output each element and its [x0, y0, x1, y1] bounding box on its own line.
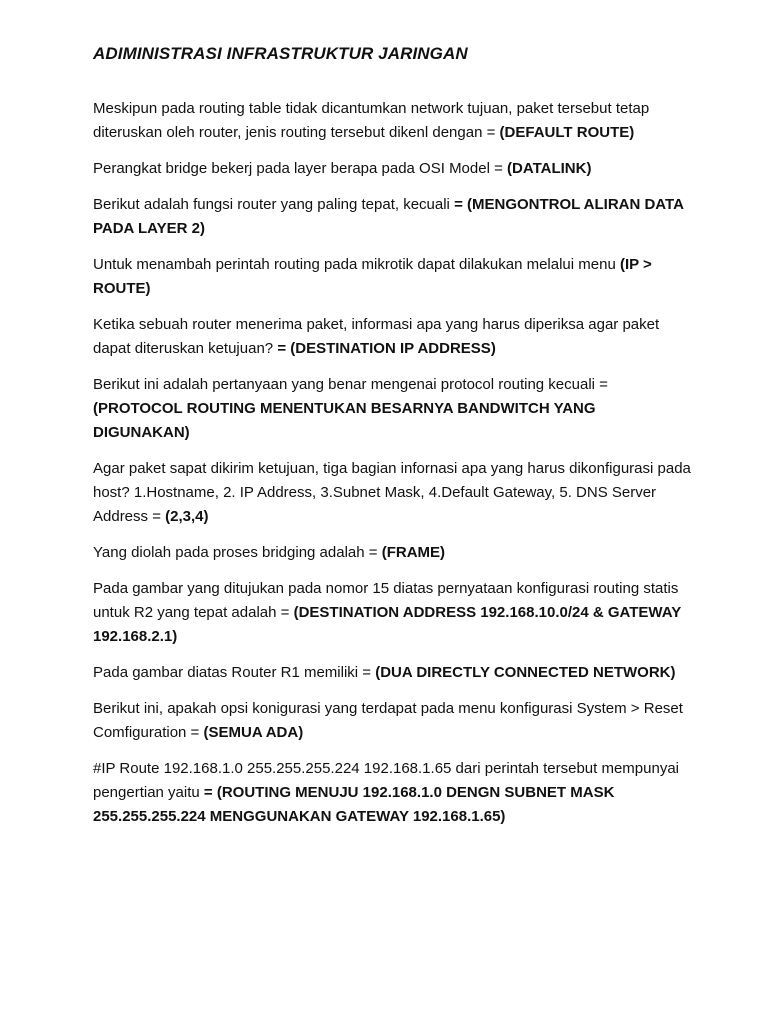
answer-text: (SEMUA ADA) — [203, 724, 304, 741]
qa-list — [93, 97, 693, 841]
qa-item — [93, 541, 693, 565]
qa-item — [93, 457, 693, 529]
answer-text: (IP > ROUTE) — [93, 256, 652, 297]
question-text: Untuk menambah perintah routing pada mikrotik dapat dilakukan melalui menu — [93, 256, 620, 273]
question-text: Berikut ini adalah pertanyaan yang benar mengenai protocol routing kecuali = — [93, 376, 608, 393]
qa-item — [93, 97, 693, 145]
qa-item — [93, 313, 693, 361]
answer-text: = (MENGONTROL ALIRAN DATA PADA LAYER 2) — [93, 196, 684, 237]
question-text: Meskipun pada routing table tidak dicantumkan network tujuan, paket tersebut tetap diteruskan oleh router, jenis routing tersebut dikenl dengan = — [93, 100, 650, 141]
answer-text: (DEFAULT ROUTE) — [499, 124, 635, 141]
question-text: Berikut ini, apakah opsi konigurasi yang terdapat pada menu konfigurasi System > Reset Comfiguration = — [93, 700, 683, 741]
question-text: Ketika sebuah router menerima paket, informasi apa yang harus diperiksa agar paket dapat diteruskan ketujuan? — [93, 316, 660, 357]
qa-item — [93, 373, 693, 445]
qa-item — [93, 253, 693, 301]
question-text: Agar paket sapat dikirim ketujuan, tiga bagian infornasi apa yang harus dikonfigurasi pada host? 1.Hostname, 2. IP Address, 3.Subnet Mask, 4.Default Gateway, 5. DNS Server Address = — [93, 460, 691, 525]
qa-item — [93, 193, 693, 241]
question-text: Yang diolah pada proses bridging adalah = — [93, 544, 382, 561]
qa-item — [93, 157, 693, 181]
question-text: Pada gambar yang ditujukan pada nomor 15 diatas pernyataan konfigurasi routing statis untuk R2 yang tepat adalah = — [93, 580, 679, 621]
answer-text: (PROTOCOL ROUTING MENENTUKAN BESARNYA BANDWITCH YANG DIGUNAKAN) — [93, 400, 596, 441]
answer-text: (2,3,4) — [165, 508, 209, 525]
question-text: #IP Route 192.168.1.0 255.255.255.224 192.168.1.65 dari perintah tersebut mempunyai pengertian yaitu — [93, 760, 679, 801]
qa-item — [93, 757, 693, 829]
answer-text: (DATALINK) — [507, 160, 592, 177]
qa-item — [93, 661, 693, 685]
answer-text: = (ROUTING MENUJU 192.168.1.0 DENGN SUBNET MASK 255.255.255.224 MENGGUNAKAN GATEWAY 192.168.1.65) — [93, 784, 615, 825]
question-text: Berikut adalah fungsi router yang paling tepat, kecuali — [93, 196, 455, 213]
document-title: ADIMINISTRASI INFRASTRUKTUR JARINGAN — [93, 44, 468, 63]
qa-item — [93, 697, 693, 745]
qa-item — [93, 577, 693, 649]
question-text: Pada gambar diatas Router R1 memiliki = — [93, 664, 376, 681]
answer-text: (FRAME) — [381, 544, 446, 561]
question-text: Perangkat bridge bekerj pada layer berapa pada OSI Model = — [93, 160, 508, 177]
answer-text: = (DESTINATION IP ADDRESS) — [277, 340, 496, 357]
answer-text: (DESTINATION ADDRESS 192.168.10.0/24 & GATEWAY 192.168.2.1) — [93, 604, 681, 645]
answer-text: (DUA DIRECTLY CONNECTED NETWORK) — [375, 664, 676, 681]
